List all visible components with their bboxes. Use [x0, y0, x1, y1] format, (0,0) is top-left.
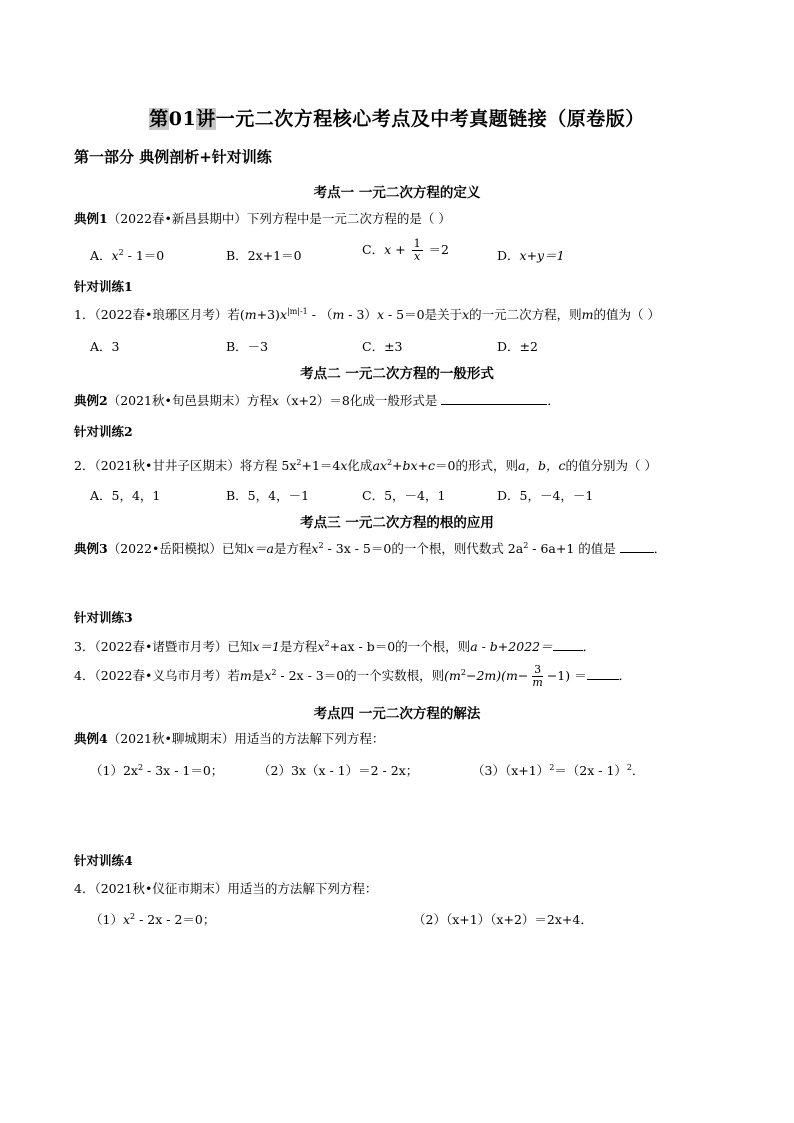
training-2-question: 2．（2021秋•甘井子区期末）将方程 $5x^2+1=4x$化成$ax^2+bx+c=0$的形式，则a，b，c的值分别为（ ）	[74, 457, 657, 473]
training-3-question-3: 3．（2022春•诸暨市月考）已知x＝1是方程$x^2+ax - b=0$的一个根，则a - b+2022＝ ．	[74, 638, 596, 654]
training-3-question-4: 4．（2022春•义乌市月考）若m是$x^2 - 2x - 3=0$的一个实数根，则$(m^2-2m)(m-$ $\frac{3}{m}$ −1) ＝ ．	[74, 663, 632, 689]
section-heading-1: 考点一 一元二次方程的定义	[313, 185, 481, 201]
example-label: 典例1	[74, 211, 108, 226]
example-4: 典例4（2021秋•聊城期末）用适当的方法解下列方程：	[74, 731, 385, 746]
title-highlight-1: 第	[149, 108, 169, 130]
answer-blank	[553, 639, 583, 651]
example-4-part-2: （2）3x（x - 1）＝2 - 2x；	[258, 763, 419, 778]
example-4-part-3: $(3)(x+1)^2=(2x - 1)^2$．	[472, 762, 645, 778]
answer-blank	[587, 668, 619, 680]
option-c: C．±3	[362, 339, 403, 354]
example-3: 典例3（2022•岳阳模拟）已知x＝a是方程$x^2 - 3x - 5=0$的一个根，则代数式 $2a^2 - 6a+1$ 的值是 ．	[74, 540, 667, 556]
option-a: A．5，4，1	[90, 488, 161, 503]
option-a: A．$x^2 - 1=0$	[90, 247, 165, 263]
training-2-label: 针对训练2	[74, 424, 133, 439]
page-title	[0, 104, 794, 131]
example-2: 典例2（2021秋•旬邑县期末）方程x（x+2）＝8化成一般形式是 ．	[74, 393, 560, 408]
section-heading-3: 考点三 一元二次方程的根的应用	[300, 515, 494, 531]
option-d: D．5，－4，－1	[497, 488, 594, 503]
section-heading-4: 考点四 一元二次方程的解法	[313, 706, 481, 722]
option-c: C．5，－4，1	[362, 488, 446, 503]
training-1-question: 1．（2022春•琅琊区月考）若$(m+3)x^{|m|-1} - (m - 3)x - 5=0$是关于x的一元二次方程，则m的值为（ ）	[74, 306, 660, 322]
option-c: C．x + $\frac{1}{x}$ ＝2	[362, 237, 449, 263]
training-4-part-2: （2）（x+1）（x+2）＝2x+4．	[413, 912, 593, 927]
option-b: B．－3	[226, 339, 269, 354]
option-b: B．5，4，－1	[226, 488, 310, 503]
title-highlight-2: 讲	[196, 108, 216, 130]
training-4-question: 4．（2021秋•仪征市期末）用适当的方法解下列方程：	[74, 881, 378, 896]
example-4-part-1: $(1)2x^2 - 3x - 1=0$；	[90, 762, 224, 778]
option-d: D．x+y＝1	[497, 248, 565, 263]
training-4-label: 针对训练4	[74, 853, 133, 868]
title-rest: 一元二次方程核心考点及中考真题链接（原卷版）	[215, 108, 645, 130]
example-1	[74, 209, 451, 227]
answer-blank	[441, 393, 547, 405]
training-4-part-1: $(1)x^2 - 2x - 2=0$；	[90, 911, 216, 927]
example-text: （2022春•新昌县期中）下列方程中是一元二次方程的是（ ）	[107, 211, 451, 226]
section-heading-2: 考点二 一元二次方程的一般形式	[300, 366, 494, 382]
training-1-label: 针对训练1	[74, 279, 133, 294]
training-3-label: 针对训练3	[74, 610, 133, 625]
option-d: D．±2	[497, 339, 538, 354]
part-heading: 第一部分 典例剖析+针对训练	[74, 148, 272, 166]
answer-blank	[620, 541, 654, 553]
title-number: 01	[168, 108, 197, 130]
option-b: B．2x+1＝0	[226, 248, 302, 263]
option-a: A．3	[90, 339, 120, 354]
